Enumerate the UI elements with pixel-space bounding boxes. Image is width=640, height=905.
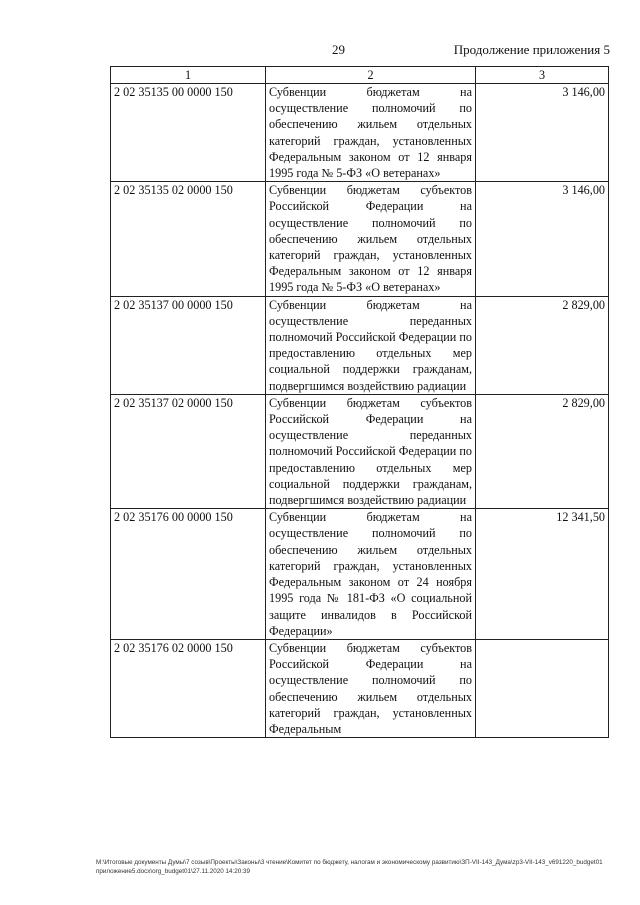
- description-cell: Субвенции бюджетам субъектов Российской Федерации на осуществление переданных полномочий Российской Федерации по предоставлению отдельных мер социальной поддержки гражданам, подвергшимся воздействию радиации: [266, 394, 476, 508]
- table-row: [111, 182, 609, 296]
- table-row: [111, 394, 609, 508]
- budget-code-cell: 2 02 35137 02 0000 150: [111, 394, 266, 508]
- budget-code-cell: 2 02 35137 00 0000 150: [111, 296, 266, 394]
- amount-cell: 2 829,00: [476, 296, 609, 394]
- continuation-label: Продолжение приложения 5: [453, 42, 610, 57]
- description-cell: Субвенции бюджетам на осуществление полномочий по обеспечению жильем отдельных категорий граждан, установленных Федеральным законом от 24 ноября 1995 года № 181-ФЗ «О социальной защите инвалидов в Российской Федерации»: [266, 509, 476, 640]
- table-row: [111, 639, 609, 737]
- column-header-description: 2: [266, 67, 476, 84]
- amount-cell: 2 829,00: [476, 394, 609, 508]
- table-row: [111, 84, 609, 182]
- description-cell: Субвенции бюджетам субъектов Российской Федерации на осуществление полномочий по обеспечению жильем отдельных категорий граждан, установленных Федеральным: [266, 639, 476, 737]
- table-row: [111, 296, 609, 394]
- budget-code-cell: 2 02 35135 00 0000 150: [111, 84, 266, 182]
- table-row: [111, 509, 609, 640]
- description-cell: Субвенции бюджетам субъектов Российской Федерации на осуществление полномочий по обеспечению жильем отдельных категорий граждан, установленных Федеральным законом от 12 января 1995 года № 5-ФЗ «О ветеранах»: [266, 182, 476, 296]
- amount-cell: 12 341,50: [476, 509, 609, 640]
- amount-cell: 3 146,00: [476, 182, 609, 296]
- description-cell: Субвенции бюджетам на осуществление полномочий по обеспечению жильем отдельных категорий граждан, установленных Федеральным законом от 12 января 1995 года № 5-ФЗ «О ветеранах»: [266, 84, 476, 182]
- file-path-footer: M:\Итоговые документы Думы\7 созыв\Проекты\Законы\3 чтение\Комитет по бюджету, налогам и экономическому развитию\ЗП-VII-143_Дума\zp3-VII-143_v691220_budget01приложение5.docx\org_budget01\27.11.2020 14:20:39: [96, 859, 603, 875]
- page-number: 29: [332, 42, 345, 57]
- column-header-code: 1: [111, 67, 266, 84]
- budget-table: [110, 66, 609, 738]
- budget-code-cell: 2 02 35176 02 0000 150: [111, 639, 266, 737]
- description-cell: Субвенции бюджетам на осуществление переданных полномочий Российской Федерации по предоставлению отдельных мер социальной поддержки гражданам, подвергшимся воздействию радиации: [266, 296, 476, 394]
- amount-cell: [476, 639, 609, 737]
- amount-cell: 3 146,00: [476, 84, 609, 182]
- budget-code-cell: 2 02 35176 00 0000 150: [111, 509, 266, 640]
- budget-code-cell: 2 02 35135 02 0000 150: [111, 182, 266, 296]
- table-header-row: [111, 67, 609, 84]
- column-header-amount: 3: [476, 67, 609, 84]
